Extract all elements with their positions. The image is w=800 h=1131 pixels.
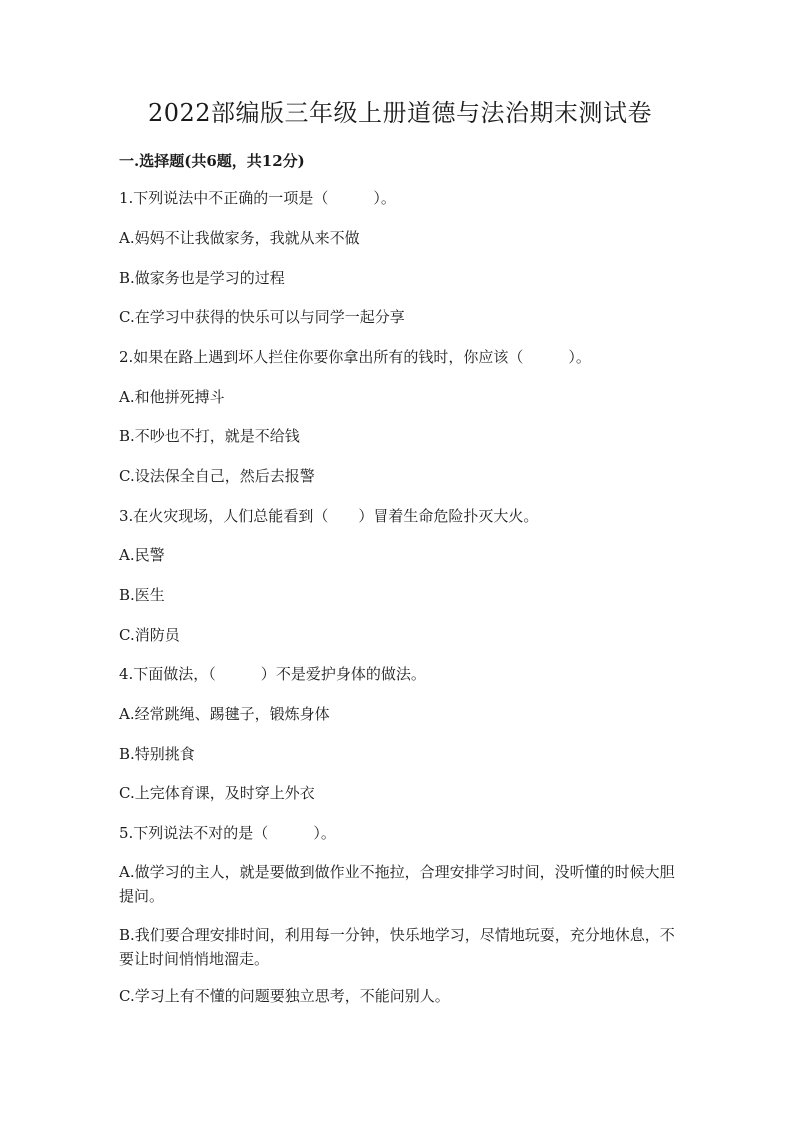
- question-4-option-b: B.特别挑食: [119, 745, 195, 763]
- question-5-option-a: A.做学习的主人，就是要做到做作业不拖拉，合理安排学习时间，没听懂的时候大胆提问。: [119, 863, 675, 905]
- question-2-option-b: B.不吵也不打，就是不给钱: [119, 427, 300, 445]
- question-3-option-b: B.医生: [119, 586, 165, 604]
- question-2-option-c: C.设法保全自己，然后去报警: [119, 467, 315, 485]
- question-4-option-a: A.经常跳绳、踢毽子，锻炼身体: [119, 705, 330, 723]
- question-4-option-c: C.上完体育课，及时穿上外衣: [119, 784, 315, 802]
- question-3-stem: 3.在火灾现场，人们总能看到（ ）冒着生命危险扑灭大火。: [119, 507, 539, 525]
- question-2-option-a: A.和他拼死搏斗: [119, 388, 225, 406]
- question-1-stem: 1.下列说法中不正确的一项是（ ）。: [119, 189, 396, 207]
- question-3-option-a: A.民警: [119, 546, 165, 564]
- section-heading: 一.选择题(共6题，共12分): [119, 152, 305, 170]
- question-5-option-c: C.学习上有不懂的问题要独立思考，不能问别人。: [119, 987, 450, 1005]
- question-1-option-c: C.在学习中获得的快乐可以与同学一起分享: [119, 308, 405, 326]
- question-2-stem: 2.如果在路上遇到坏人拦住你要你拿出所有的钱时，你应该（ ）。: [119, 348, 591, 366]
- question-5-stem: 5.下列说法不对的是（ ）。: [119, 824, 336, 842]
- question-4-stem: 4.下面做法，（ ）不是爱护身体的做法。: [119, 665, 426, 683]
- question-3-option-c: C.消防员: [119, 626, 180, 644]
- question-5-option-b: B.我们要合理安排时间，利用每一分钟，快乐地学习，尽情地玩耍，充分地休息，不要让时间悄悄地溜走。: [119, 926, 675, 968]
- question-1-option-b: B.做家务也是学习的过程: [119, 269, 285, 287]
- exam-title: 2022部编版三年级上册道德与法治期末测试卷: [147, 99, 653, 127]
- question-1-option-a: A.妈妈不让我做家务，我就从来不做: [119, 229, 360, 247]
